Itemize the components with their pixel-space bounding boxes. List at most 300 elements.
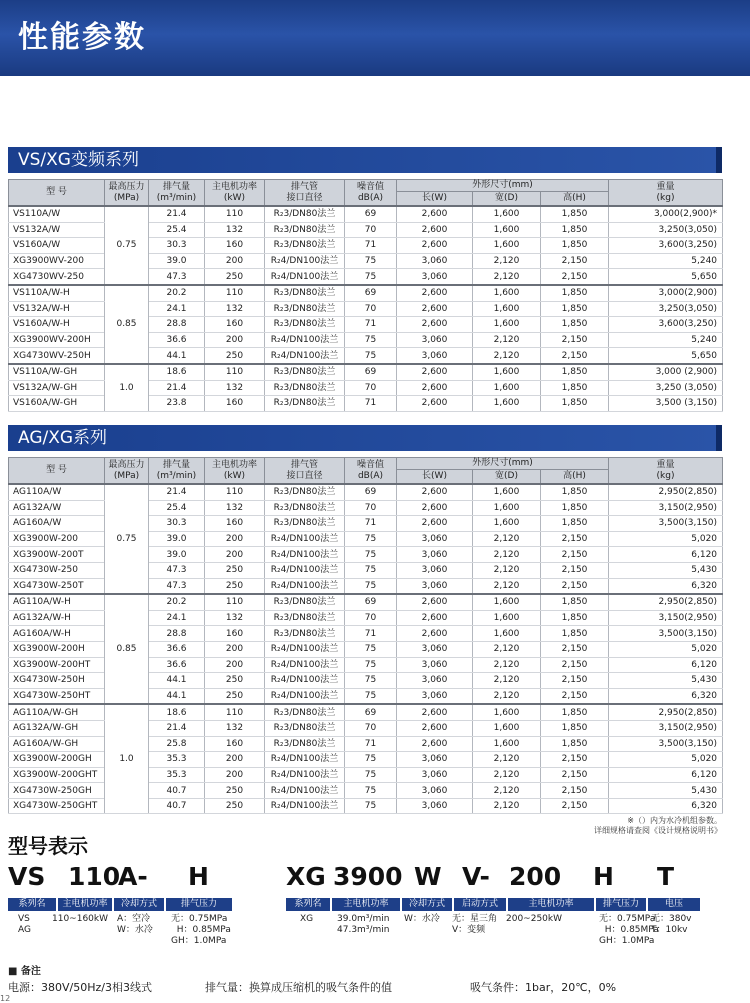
code-letter: 110 xyxy=(68,862,121,891)
code-label: 系列名 xyxy=(18,899,46,909)
cell-weight: 3,000 (2,900) xyxy=(609,364,723,380)
ag-section-title: AG/XG系列 xyxy=(18,428,108,448)
cell-pipe: R₂3/DN80法兰 xyxy=(265,396,345,412)
cell-length: 3,060 xyxy=(397,332,473,348)
cell-length: 2,600 xyxy=(397,500,473,516)
code-letter: T xyxy=(657,862,675,891)
cell-height: 1,850 xyxy=(541,626,609,642)
cell-pipe: R₂3/DN80法兰 xyxy=(265,238,345,254)
cell-weight: 5,020 xyxy=(609,752,723,768)
cell-width: 1,600 xyxy=(473,484,541,500)
cell-model: XG3900W-200H xyxy=(9,641,105,657)
header-width: 宽(D) xyxy=(473,192,541,207)
cell-noise: 70 xyxy=(345,610,397,626)
header-noise: 噪音值 dB(A) xyxy=(345,180,397,207)
cell-motor-power: 132 xyxy=(205,720,265,736)
cell-pressure: 1.0 xyxy=(105,364,149,411)
cell-height: 2,150 xyxy=(541,688,609,704)
cell-model: AG132A/W-GH xyxy=(9,720,105,736)
cell-pipe: R₂3/DN80法兰 xyxy=(265,484,345,500)
header-height: 高(H) xyxy=(541,470,609,485)
cell-width: 1,600 xyxy=(473,626,541,642)
cell-air-flow: 44.1 xyxy=(149,688,205,704)
cell-weight: 6,320 xyxy=(609,578,723,594)
cell-model: XG3900W-200GHT xyxy=(9,767,105,783)
cell-length: 2,600 xyxy=(397,516,473,532)
cell-width: 1,600 xyxy=(473,364,541,380)
cell-width: 2,120 xyxy=(473,752,541,768)
cell-pipe: R₂3/DN80法兰 xyxy=(265,594,345,610)
cell-motor-power: 160 xyxy=(205,238,265,254)
cell-height: 2,150 xyxy=(541,332,609,348)
cell-motor-power: 200 xyxy=(205,332,265,348)
cell-weight: 3,600(3,250) xyxy=(609,317,723,333)
cell-length: 2,600 xyxy=(397,594,473,610)
vs-spec-table xyxy=(8,179,723,412)
cell-width: 2,120 xyxy=(473,641,541,657)
cell-pipe: R₂3/DN80法兰 xyxy=(265,500,345,516)
cell-height: 2,150 xyxy=(541,798,609,814)
cell-air-flow: 21.4 xyxy=(149,206,205,222)
cell-width: 1,600 xyxy=(473,380,541,396)
cell-length: 3,060 xyxy=(397,269,473,285)
cell-motor-power: 250 xyxy=(205,269,265,285)
code-example: A：空冷 W：水冷 xyxy=(117,914,153,935)
cell-air-flow: 21.4 xyxy=(149,484,205,500)
cell-pipe: R₂4/DN100法兰 xyxy=(265,657,345,673)
cell-motor-power: 110 xyxy=(205,704,265,720)
cell-air-flow: 24.1 xyxy=(149,301,205,317)
cell-air-flow: 21.4 xyxy=(149,720,205,736)
cell-width: 1,600 xyxy=(473,720,541,736)
header-motor-power: 主电机功率 (kW) xyxy=(205,458,265,485)
table-row xyxy=(9,206,723,222)
cell-air-flow: 47.3 xyxy=(149,578,205,594)
header-weight: 重量 (kg) xyxy=(609,180,723,207)
ag-section-bar xyxy=(8,425,722,451)
cell-length: 3,060 xyxy=(397,641,473,657)
cell-width: 2,120 xyxy=(473,547,541,563)
cell-motor-power: 110 xyxy=(205,206,265,222)
cell-noise: 75 xyxy=(345,562,397,578)
cell-motor-power: 160 xyxy=(205,626,265,642)
cell-noise: 70 xyxy=(345,301,397,317)
cell-pipe: R₂4/DN100法兰 xyxy=(265,332,345,348)
code-example: 无：0.75MPa H：0.85MPa GH：1.0MPa xyxy=(171,914,231,946)
cell-width: 2,120 xyxy=(473,673,541,689)
cell-model: XG3900W-200T xyxy=(9,547,105,563)
table-row xyxy=(9,285,723,301)
vs-section-title: VS/XG变频系列 xyxy=(18,150,139,170)
cell-weight: 5,430 xyxy=(609,673,723,689)
cell-pipe: R₂3/DN80法兰 xyxy=(265,736,345,752)
header-air-flow: 排气量 (m³/min) xyxy=(149,180,205,207)
cell-pressure: 0.75 xyxy=(105,206,149,285)
cell-pipe: R₂3/DN80法兰 xyxy=(265,720,345,736)
cell-noise: 70 xyxy=(345,500,397,516)
code-letter: W xyxy=(414,862,442,891)
cell-pipe: R₂3/DN80法兰 xyxy=(265,301,345,317)
cell-model: XG3900WV-200 xyxy=(9,253,105,269)
cell-height: 1,850 xyxy=(541,317,609,333)
cell-pipe: R₂4/DN100法兰 xyxy=(265,641,345,657)
cell-width: 2,120 xyxy=(473,348,541,364)
table-row xyxy=(9,364,723,380)
cell-height: 1,850 xyxy=(541,238,609,254)
cell-weight: 3,000(2,900) xyxy=(609,285,723,301)
cell-motor-power: 250 xyxy=(205,348,265,364)
cell-model: VS132A/W-H xyxy=(9,301,105,317)
cell-model: VS132A/W xyxy=(9,222,105,238)
cell-noise: 75 xyxy=(345,641,397,657)
cell-height: 1,850 xyxy=(541,594,609,610)
cell-length: 2,600 xyxy=(397,285,473,301)
notes-heading: ■ 备注 xyxy=(8,966,41,977)
cell-air-flow: 36.6 xyxy=(149,657,205,673)
model-code-title: 型号表示 xyxy=(8,834,88,858)
vs-section-bar xyxy=(8,147,722,173)
cell-weight: 2,950(2,850) xyxy=(609,704,723,720)
cell-noise: 71 xyxy=(345,317,397,333)
cell-air-flow: 24.1 xyxy=(149,610,205,626)
header-length: 长(W) xyxy=(397,470,473,485)
cell-noise: 70 xyxy=(345,222,397,238)
cell-pipe: R₂3/DN80法兰 xyxy=(265,704,345,720)
cell-width: 1,600 xyxy=(473,301,541,317)
code-label: 主电机功率 xyxy=(62,899,108,909)
cell-noise: 69 xyxy=(345,484,397,500)
cell-pipe: R₂4/DN100法兰 xyxy=(265,531,345,547)
code-example: 无：0.75MPa H：0.85MPa GH：1.0MPa xyxy=(599,914,659,946)
page-number: 12 xyxy=(0,994,11,1003)
cell-length: 3,060 xyxy=(397,348,473,364)
cell-motor-power: 110 xyxy=(205,364,265,380)
cell-motor-power: 200 xyxy=(205,253,265,269)
cell-motor-power: 200 xyxy=(205,657,265,673)
cell-pipe: R₂4/DN100法兰 xyxy=(265,798,345,814)
cell-weight: 3,150(2,950) xyxy=(609,610,723,626)
cell-noise: 75 xyxy=(345,578,397,594)
cell-height: 2,150 xyxy=(541,531,609,547)
cell-noise: 71 xyxy=(345,626,397,642)
cell-air-flow: 35.3 xyxy=(149,767,205,783)
cell-air-flow: 44.1 xyxy=(149,673,205,689)
cell-model: XG4730W-250GH xyxy=(9,783,105,799)
cell-length: 2,600 xyxy=(397,222,473,238)
cell-height: 2,150 xyxy=(541,348,609,364)
cell-weight: 6,320 xyxy=(609,688,723,704)
cell-pressure: 0.75 xyxy=(105,484,149,594)
cell-width: 2,120 xyxy=(473,688,541,704)
cell-height: 2,150 xyxy=(541,657,609,673)
cell-pipe: R₂3/DN80法兰 xyxy=(265,610,345,626)
cell-weight: 2,950(2,850) xyxy=(609,594,723,610)
cell-noise: 70 xyxy=(345,380,397,396)
cell-pipe: R₂4/DN100法兰 xyxy=(265,752,345,768)
code-label: 冷却方式 xyxy=(408,899,445,909)
cell-air-flow: 18.6 xyxy=(149,364,205,380)
cell-pressure: 1.0 xyxy=(105,704,149,814)
code-label: 启动方式 xyxy=(461,899,498,909)
cell-motor-power: 132 xyxy=(205,301,265,317)
cell-noise: 75 xyxy=(345,269,397,285)
cell-model: AG132A/W-H xyxy=(9,610,105,626)
cell-air-flow: 28.8 xyxy=(149,317,205,333)
cell-weight: 5,240 xyxy=(609,253,723,269)
cell-noise: 75 xyxy=(345,688,397,704)
cell-weight: 5,020 xyxy=(609,531,723,547)
cell-air-flow: 30.3 xyxy=(149,516,205,532)
code-letter: XG xyxy=(286,862,326,891)
cell-width: 1,600 xyxy=(473,222,541,238)
cell-length: 2,600 xyxy=(397,301,473,317)
code-example: W：水冷 xyxy=(404,914,440,924)
cell-width: 2,120 xyxy=(473,767,541,783)
code-label: 排气压力 xyxy=(602,899,639,909)
cell-height: 1,850 xyxy=(541,301,609,317)
cell-model: XG3900W-200HT xyxy=(9,657,105,673)
cell-width: 2,120 xyxy=(473,269,541,285)
cell-height: 1,850 xyxy=(541,396,609,412)
cell-noise: 71 xyxy=(345,396,397,412)
cell-pipe: R₂3/DN80法兰 xyxy=(265,317,345,333)
cell-model: AG110A/W xyxy=(9,484,105,500)
cell-weight: 6,320 xyxy=(609,798,723,814)
page-title: 性能参数 xyxy=(18,20,146,55)
code-label: 主电机功率 xyxy=(528,899,574,909)
cell-height: 1,850 xyxy=(541,610,609,626)
cell-width: 2,120 xyxy=(473,562,541,578)
cell-pipe: R₂3/DN80法兰 xyxy=(265,516,345,532)
cell-length: 2,600 xyxy=(397,626,473,642)
cell-weight: 3,250(3,050) xyxy=(609,222,723,238)
code-example: 110~160kW xyxy=(52,914,109,924)
cell-weight: 6,120 xyxy=(609,547,723,563)
cell-length: 2,600 xyxy=(397,720,473,736)
code-letter: V- xyxy=(462,862,490,891)
cell-height: 2,150 xyxy=(541,547,609,563)
cell-motor-power: 250 xyxy=(205,688,265,704)
cell-noise: 71 xyxy=(345,736,397,752)
cell-motor-power: 110 xyxy=(205,285,265,301)
code-label: 系列名 xyxy=(294,899,322,909)
cell-length: 2,600 xyxy=(397,396,473,412)
cell-model: VS132A/W-GH xyxy=(9,380,105,396)
cell-length: 3,060 xyxy=(397,531,473,547)
cell-weight: 6,120 xyxy=(609,657,723,673)
cell-noise: 75 xyxy=(345,673,397,689)
cell-length: 2,600 xyxy=(397,364,473,380)
note-air: 排气量：换算成压缩机的吸气条件的值 xyxy=(205,981,392,994)
cell-air-flow: 39.0 xyxy=(149,547,205,563)
cell-model: VS110A/W-GH xyxy=(9,364,105,380)
cell-width: 2,120 xyxy=(473,578,541,594)
cell-model: AG110A/W-H xyxy=(9,594,105,610)
cell-width: 1,600 xyxy=(473,516,541,532)
cell-noise: 69 xyxy=(345,594,397,610)
cell-pipe: R₂4/DN100法兰 xyxy=(265,562,345,578)
cell-noise: 75 xyxy=(345,332,397,348)
cell-length: 3,060 xyxy=(397,547,473,563)
cell-noise: 75 xyxy=(345,783,397,799)
header-width: 宽(D) xyxy=(473,470,541,485)
cell-weight: 3,500(3,150) xyxy=(609,516,723,532)
cell-weight: 3,150(2,950) xyxy=(609,720,723,736)
cell-width: 2,120 xyxy=(473,657,541,673)
cell-motor-power: 160 xyxy=(205,736,265,752)
cell-noise: 69 xyxy=(345,285,397,301)
cell-noise: 71 xyxy=(345,516,397,532)
cell-motor-power: 250 xyxy=(205,562,265,578)
cell-height: 2,150 xyxy=(541,767,609,783)
cell-pipe: R₂4/DN100法兰 xyxy=(265,547,345,563)
cell-height: 1,850 xyxy=(541,380,609,396)
cell-height: 1,850 xyxy=(541,500,609,516)
cell-air-flow: 40.7 xyxy=(149,783,205,799)
cell-pipe: R₂4/DN100法兰 xyxy=(265,783,345,799)
cell-width: 2,120 xyxy=(473,531,541,547)
cell-width: 1,600 xyxy=(473,317,541,333)
cell-model: VS160A/W-H xyxy=(9,317,105,333)
cell-length: 2,600 xyxy=(397,380,473,396)
cell-motor-power: 160 xyxy=(205,396,265,412)
cell-height: 2,150 xyxy=(541,578,609,594)
cell-model: XG3900W-200GH xyxy=(9,752,105,768)
cell-height: 1,850 xyxy=(541,720,609,736)
cell-length: 3,060 xyxy=(397,673,473,689)
cell-noise: 75 xyxy=(345,547,397,563)
cell-height: 1,850 xyxy=(541,704,609,720)
cell-height: 2,150 xyxy=(541,783,609,799)
cell-height: 2,150 xyxy=(541,641,609,657)
cell-height: 2,150 xyxy=(541,562,609,578)
cell-air-flow: 21.4 xyxy=(149,380,205,396)
cell-motor-power: 250 xyxy=(205,578,265,594)
cell-noise: 75 xyxy=(345,767,397,783)
table-row xyxy=(9,484,723,500)
cell-model: VS110A/W xyxy=(9,206,105,222)
table-notes xyxy=(594,816,722,836)
cell-length: 3,060 xyxy=(397,688,473,704)
cell-width: 2,120 xyxy=(473,332,541,348)
cell-model: VS160A/W-GH xyxy=(9,396,105,412)
cell-width: 2,120 xyxy=(473,783,541,799)
cell-air-flow: 44.1 xyxy=(149,348,205,364)
header-motor-power: 主电机功率 (kW) xyxy=(205,180,265,207)
cell-motor-power: 110 xyxy=(205,594,265,610)
section-bar-stripe xyxy=(716,425,722,451)
cell-height: 2,150 xyxy=(541,752,609,768)
cell-noise: 75 xyxy=(345,531,397,547)
cell-model: AG160A/W-H xyxy=(9,626,105,642)
table-row xyxy=(9,704,723,720)
code-example: XG xyxy=(300,914,314,924)
cell-pipe: R₂3/DN80法兰 xyxy=(265,364,345,380)
cell-length: 3,060 xyxy=(397,798,473,814)
cell-length: 2,600 xyxy=(397,206,473,222)
header-weight: 重量 (kg) xyxy=(609,458,723,485)
cell-noise: 75 xyxy=(345,348,397,364)
cell-model: VS160A/W xyxy=(9,238,105,254)
cell-pipe: R₂4/DN100法兰 xyxy=(265,253,345,269)
header-height: 高(H) xyxy=(541,192,609,207)
cell-weight: 3,250 (3,050) xyxy=(609,380,723,396)
spec-reference-note: 详细规格请查阅《设计规格说明书》 xyxy=(594,826,722,835)
cell-length: 2,600 xyxy=(397,704,473,720)
cell-noise: 69 xyxy=(345,704,397,720)
code-example: 200~250kW xyxy=(506,914,563,924)
cell-air-flow: 25.4 xyxy=(149,222,205,238)
header-air-flow: 排气量 (m³/min) xyxy=(149,458,205,485)
header-dimensions: 外形尺寸(mm) xyxy=(397,458,609,470)
cell-width: 1,600 xyxy=(473,736,541,752)
cell-air-flow: 20.2 xyxy=(149,594,205,610)
cell-model: XG4730W-250 xyxy=(9,562,105,578)
cell-model: AG160A/W-GH xyxy=(9,736,105,752)
header-model: 型 号 xyxy=(9,180,105,207)
cell-length: 2,600 xyxy=(397,610,473,626)
code-letter: VS xyxy=(8,862,46,891)
cell-weight: 3,500 (3,150) xyxy=(609,396,723,412)
section-bar-stripe xyxy=(716,147,722,173)
cell-noise: 75 xyxy=(345,752,397,768)
cell-air-flow: 25.4 xyxy=(149,500,205,516)
cell-pipe: R₂3/DN80法兰 xyxy=(265,626,345,642)
cell-width: 1,600 xyxy=(473,396,541,412)
cell-noise: 69 xyxy=(345,206,397,222)
cell-weight: 3,250(3,050) xyxy=(609,301,723,317)
cell-noise: 71 xyxy=(345,238,397,254)
cell-air-flow: 28.8 xyxy=(149,626,205,642)
cell-width: 1,600 xyxy=(473,206,541,222)
cell-motor-power: 110 xyxy=(205,484,265,500)
code-example: 39.0m³/min 47.3m³/min xyxy=(337,914,390,935)
cell-air-flow: 47.3 xyxy=(149,562,205,578)
cell-motor-power: 160 xyxy=(205,516,265,532)
cell-model: AG110A/W-GH xyxy=(9,704,105,720)
cell-model: XG4730W-250GHT xyxy=(9,798,105,814)
cell-motor-power: 250 xyxy=(205,673,265,689)
cell-air-flow: 39.0 xyxy=(149,531,205,547)
cell-length: 3,060 xyxy=(397,578,473,594)
cell-weight: 5,650 xyxy=(609,348,723,364)
cell-air-flow: 47.3 xyxy=(149,269,205,285)
cell-motor-power: 200 xyxy=(205,531,265,547)
cell-length: 3,060 xyxy=(397,253,473,269)
code-label: 冷却方式 xyxy=(120,899,157,909)
cell-pressure: 0.85 xyxy=(105,285,149,364)
cell-pipe: R₂4/DN100法兰 xyxy=(265,269,345,285)
header-pipe: 排气管 接口直径 xyxy=(265,458,345,485)
cell-pipe: R₂4/DN100法兰 xyxy=(265,673,345,689)
cell-motor-power: 200 xyxy=(205,547,265,563)
cell-model: XG4730WV-250H xyxy=(9,348,105,364)
water-cooled-note: ※（）内为水冷机组参数。 xyxy=(627,816,722,825)
cell-height: 1,850 xyxy=(541,364,609,380)
cell-length: 2,600 xyxy=(397,736,473,752)
cell-length: 3,060 xyxy=(397,767,473,783)
cell-width: 1,600 xyxy=(473,594,541,610)
code-label: 主电机功率 xyxy=(343,899,389,909)
note-suction: 吸气条件：1bar，20℃，0% xyxy=(470,981,617,994)
cell-pipe: R₂3/DN80法兰 xyxy=(265,285,345,301)
cell-weight: 5,020 xyxy=(609,641,723,657)
cell-height: 1,850 xyxy=(541,484,609,500)
cell-width: 1,600 xyxy=(473,238,541,254)
cell-model: XG4730W-250H xyxy=(9,673,105,689)
cell-height: 1,850 xyxy=(541,206,609,222)
cell-width: 1,600 xyxy=(473,500,541,516)
